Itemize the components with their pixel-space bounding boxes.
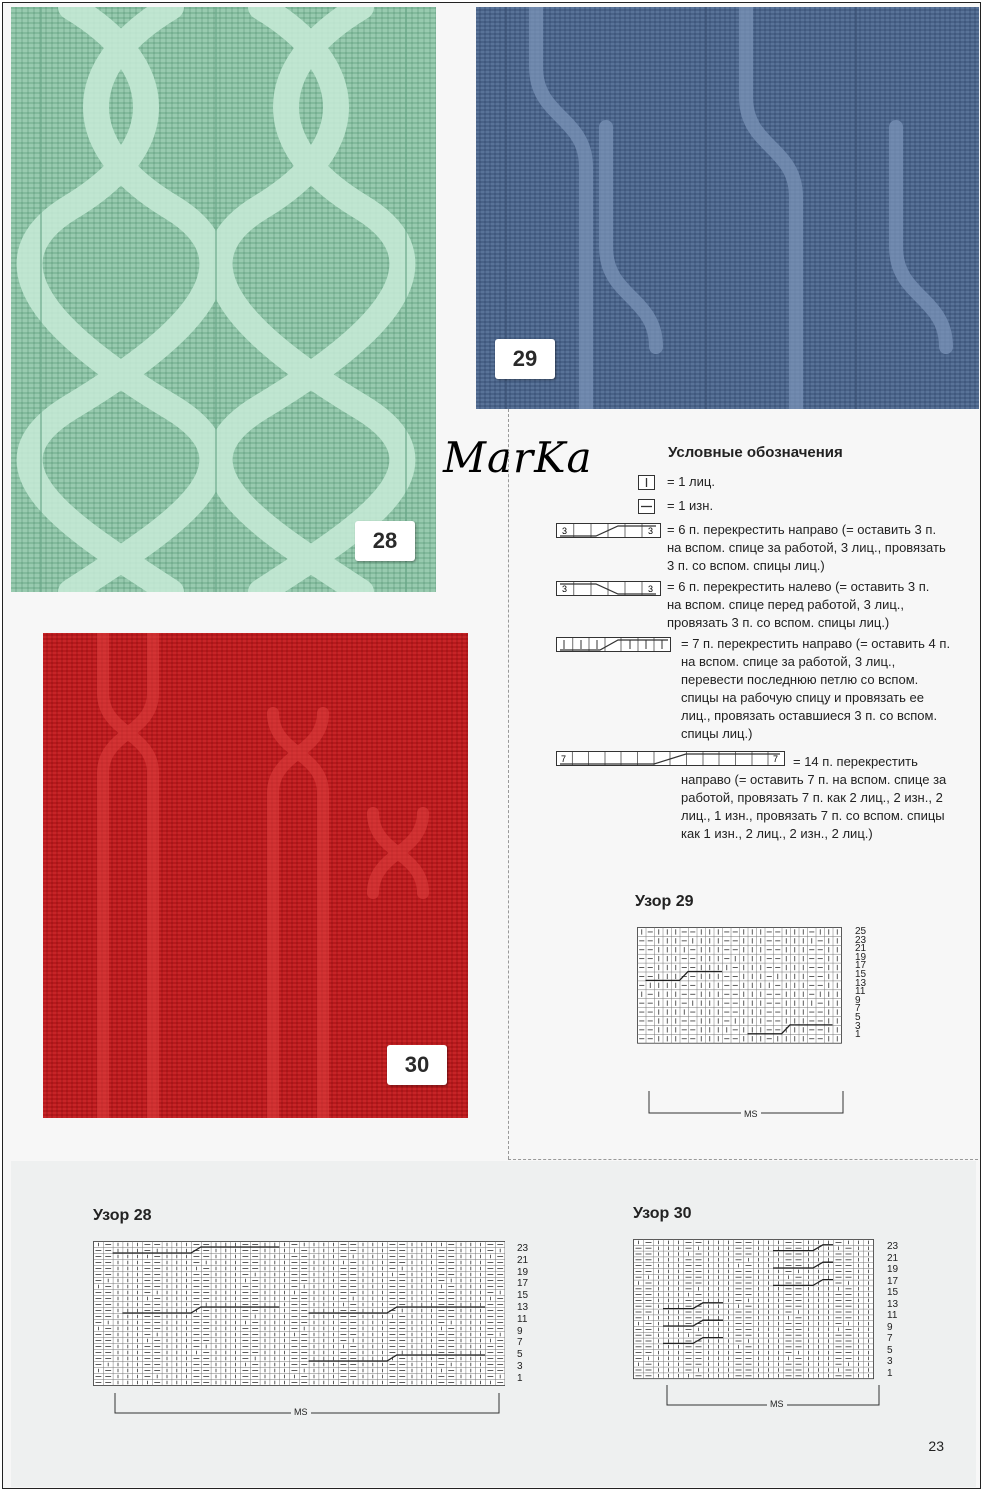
row-number: 7 [887, 1333, 893, 1344]
cable-6-right-icon [556, 523, 662, 541]
chart-grid-29 [637, 927, 843, 1045]
chart-title-29: Узор 29 [635, 893, 694, 910]
row-numbers-29 [855, 928, 866, 1040]
legend-text-purl: = 1 изн. [667, 498, 714, 513]
row-number: 5 [517, 1349, 523, 1361]
row-number: 11 [887, 1310, 898, 1321]
chart-grid-28 [93, 1241, 505, 1387]
row-number: 25 [855, 926, 867, 937]
row-number: 3 [855, 1020, 861, 1032]
row-number: 1 [855, 1029, 861, 1041]
purl-stitch-icon [638, 499, 656, 515]
row-number: 9 [855, 994, 861, 1006]
row-number: 3 [517, 1360, 523, 1372]
row-number: 23 [517, 1243, 529, 1254]
cable-pattern-28 [11, 7, 436, 592]
row-numbers-30 [887, 1241, 898, 1379]
section-divider [508, 409, 509, 1159]
chart-title-28: Узор 28 [93, 1207, 152, 1224]
cable-label: 7 [773, 754, 779, 764]
page [2, 2, 981, 1489]
row-number: 17 [855, 960, 867, 972]
legend-text-cable-6-right: = 6 п. перекрестить направо (= оставить 3 п. на вспом. спице за работой, 3 лиц., провязать 3 п. со вспом. спицы лиц.) [667, 522, 946, 573]
cable-label: 3 [648, 526, 654, 536]
row-number: 19 [887, 1264, 899, 1275]
row-number: 11 [517, 1313, 528, 1325]
legend-text-knit: = 1 лиц. [667, 474, 715, 489]
row-number: 19 [855, 951, 867, 963]
row-number: 9 [517, 1325, 523, 1337]
row-number: 5 [855, 1011, 861, 1023]
watermark: MarKa [443, 433, 593, 482]
legend-text-cable-7-right: = 7 п. перекрестить направо (= оставить 4 п. на вспом. спице за работой, 3 лиц., перевести последнюю петлю со вспом. спицы на рабочую спицу и провязать ее лиц., провязать оставшиеся 3 п. со вспом. спицы лиц.) [681, 636, 951, 741]
legend-text-cable-14-right: = 14 п. перекрестить направо (= оставить 7 п. на вспом. спице за работой, провязать 7 п. как 2 лиц., 2 изн., 2 лиц., 1 изн., провязать 7 п. со вспом. спицы как 1 изн., 2 лиц., 2 изн., 2 лиц.) [681, 754, 947, 841]
row-number: 3 [887, 1356, 893, 1367]
legend-text-cable-6-left: = 6 п. перекрестить налево (= оставить 3 п. на вспом. спице перед работой, 3 лиц., провязать 3 п. со вспом. спицы лиц.) [667, 579, 930, 630]
row-number: 11 [855, 986, 866, 998]
cable-label: 3 [562, 584, 568, 594]
row-number: 7 [517, 1337, 523, 1349]
repeat-label-30: MS [767, 1399, 787, 1409]
chart-grid-30 [633, 1239, 877, 1381]
repeat-label-28: MS [291, 1407, 311, 1417]
row-numbers-28 [517, 1243, 528, 1385]
repeat-label-29: MS [741, 1109, 761, 1119]
legend-title: Условные обозначения [668, 444, 843, 461]
cable-6-left-icon [556, 581, 662, 599]
row-number: 17 [517, 1278, 529, 1290]
row-number: 23 [887, 1241, 899, 1252]
page-number: 23 [928, 1438, 944, 1454]
swatch-number-badge: 28 [355, 521, 415, 561]
chart-title-30: Узор 30 [633, 1205, 692, 1222]
row-number: 13 [887, 1298, 899, 1310]
cable-7-right-icon [556, 637, 672, 655]
row-number: 13 [855, 977, 867, 989]
row-number: 21 [887, 1252, 899, 1264]
section-divider [508, 1159, 978, 1160]
row-number: 23 [855, 934, 867, 946]
swatch-number-badge: 30 [387, 1045, 447, 1085]
row-number: 15 [887, 1287, 899, 1298]
row-number: 15 [855, 968, 867, 980]
row-number: 9 [887, 1321, 893, 1333]
knit-swatch-28-photo [11, 7, 436, 592]
row-number: 21 [855, 943, 867, 955]
knit-swatch-29-photo [476, 7, 979, 409]
row-number: 19 [517, 1266, 529, 1278]
swatch-number-badge: 29 [495, 339, 555, 379]
cable-label: 7 [561, 754, 567, 764]
knit-stitch-icon [638, 475, 656, 491]
knit-swatch-30-photo [43, 633, 468, 1118]
row-number: 7 [855, 1003, 861, 1015]
row-number: 1 [517, 1372, 523, 1384]
row-number: 17 [887, 1275, 899, 1287]
row-number: 1 [887, 1367, 893, 1379]
cable-label: 3 [562, 526, 568, 536]
row-number: 5 [887, 1344, 893, 1356]
row-number: 21 [517, 1254, 529, 1266]
row-number: 15 [517, 1290, 529, 1302]
row-number: 13 [517, 1301, 529, 1313]
cable-label: 3 [648, 584, 654, 594]
